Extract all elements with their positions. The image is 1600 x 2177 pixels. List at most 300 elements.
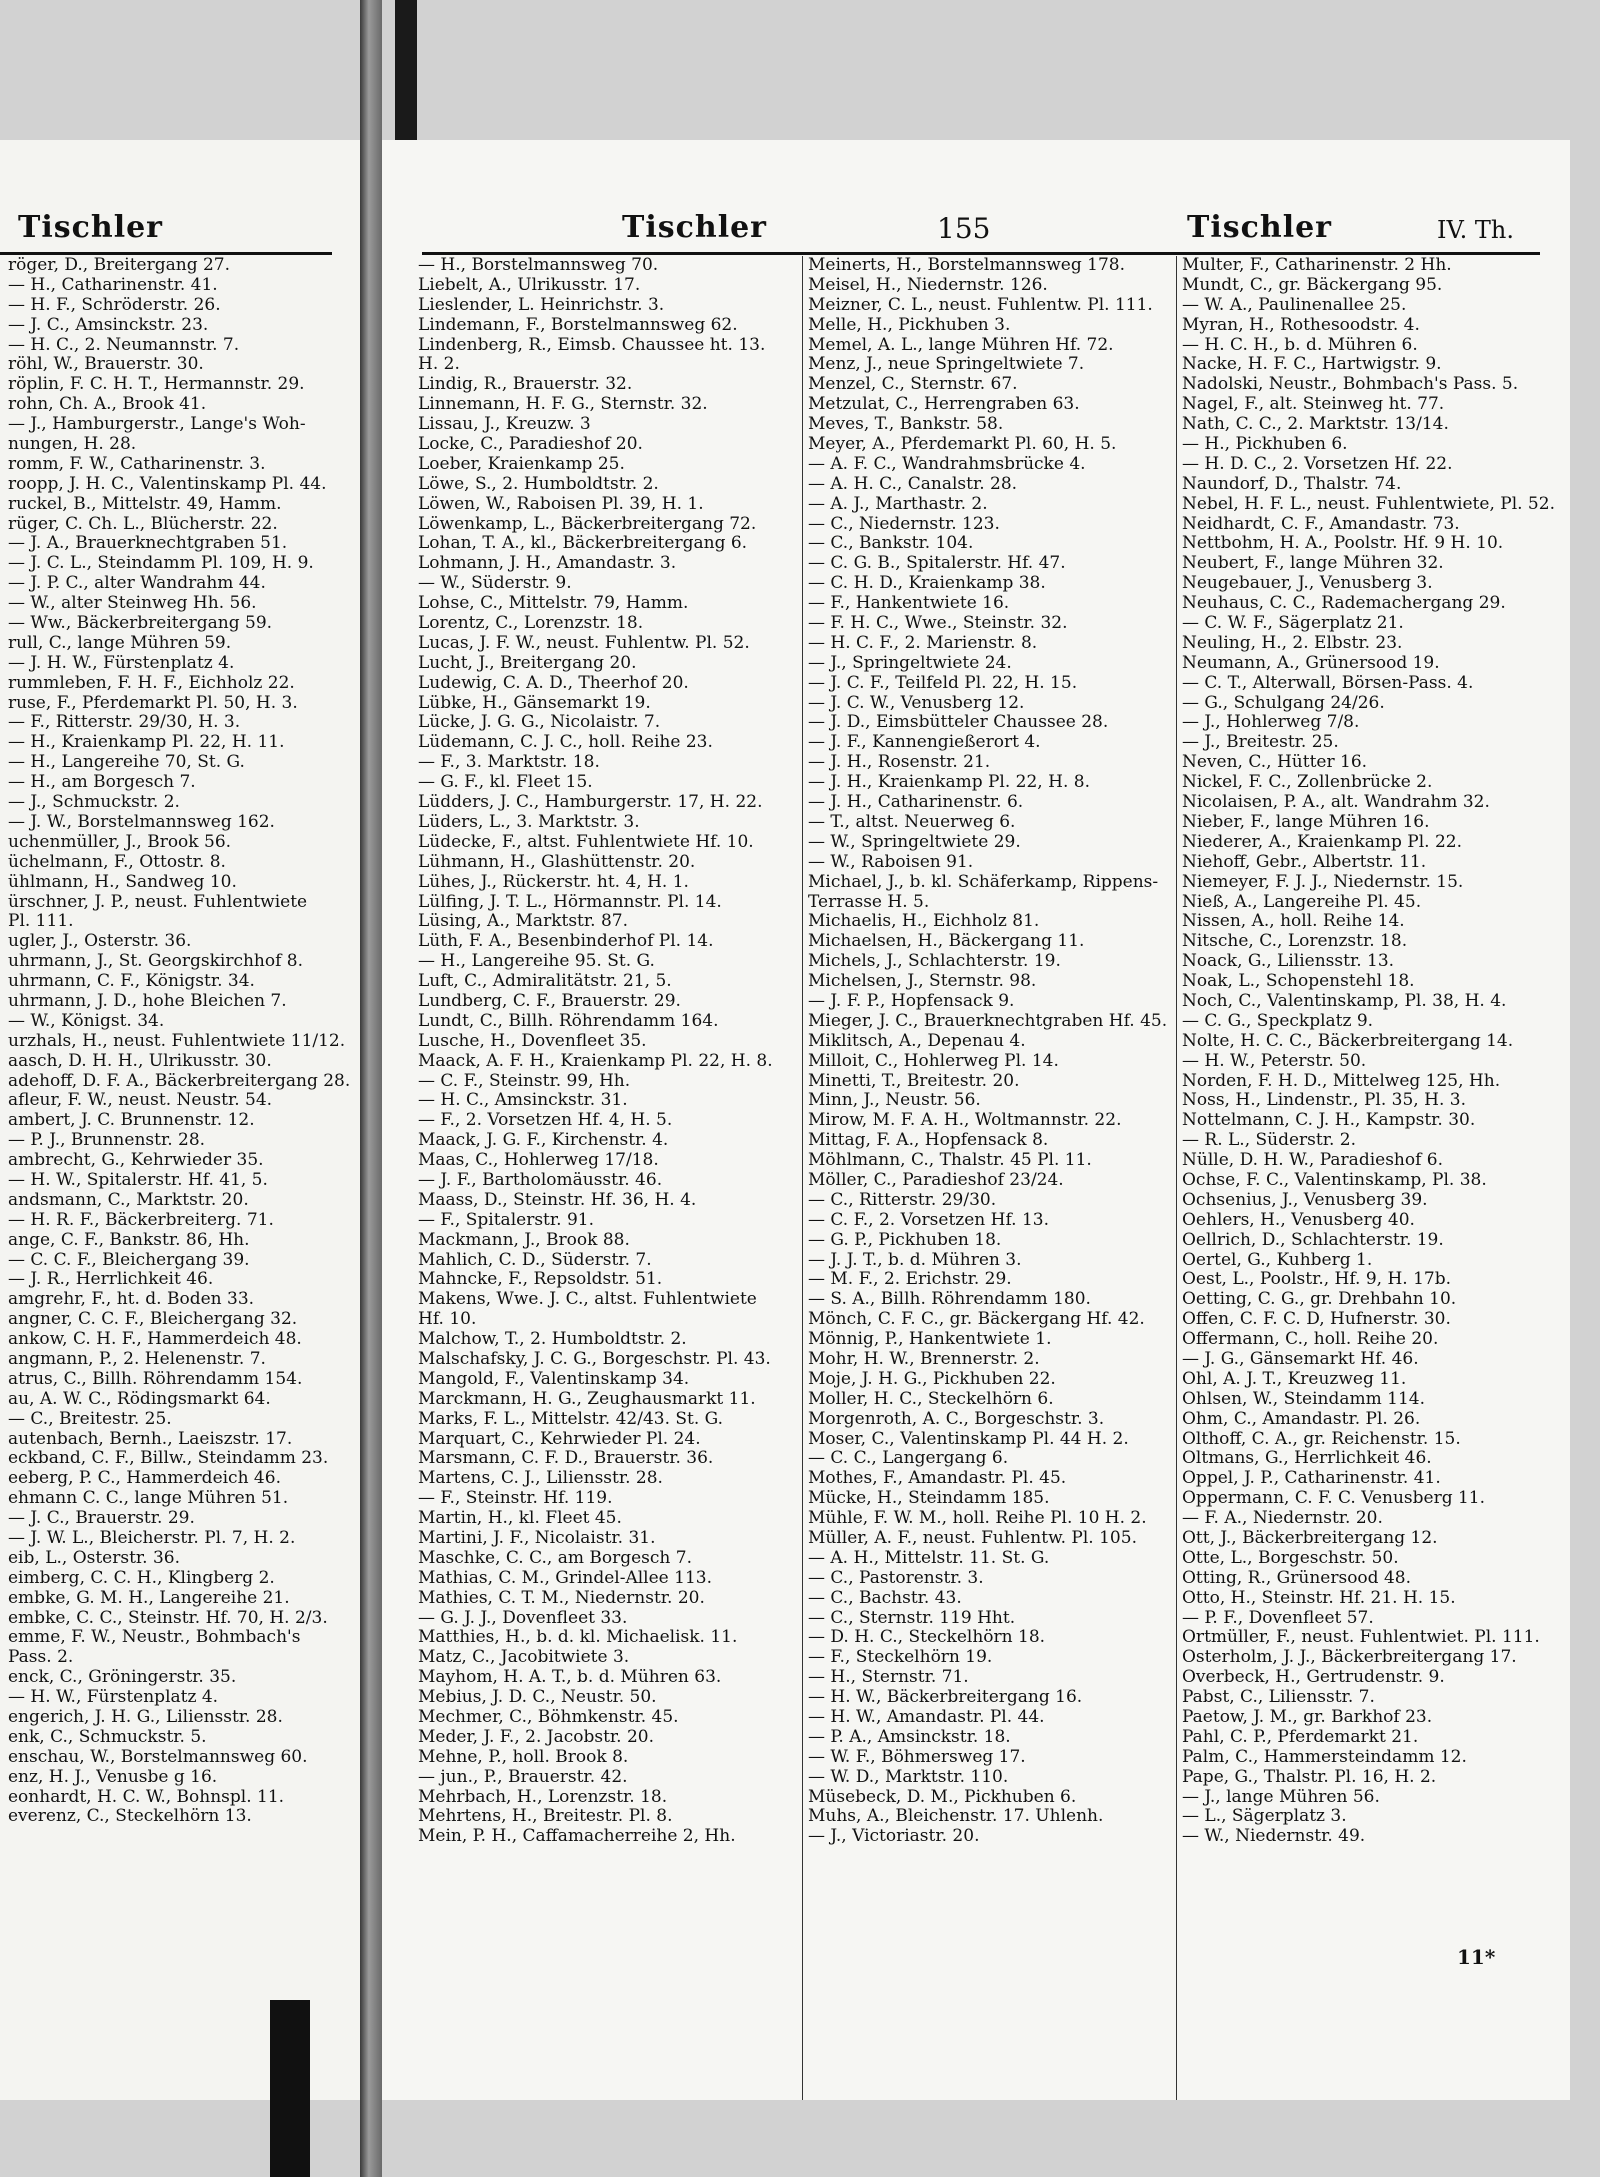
directory-entry: amgrehr, F., ht. d. Boden 33.	[8, 1289, 255, 1310]
directory-entry: — H., Langereihe 95. St. G.	[418, 951, 655, 972]
directory-entry: Michaelis, H., Eichholz 81.	[808, 911, 1040, 932]
directory-entry: üchelmann, F., Ottostr. 8.	[8, 851, 226, 872]
directory-entry: Lorentz, C., Lorenzstr. 18.	[418, 613, 644, 634]
directory-entry: Miklitsch, A., Depenau 4.	[808, 1030, 1026, 1051]
directory-entry: eimberg, C. C. H., Klingberg 2.	[8, 1567, 275, 1588]
directory-entry: Nickel, F. C., Zollenbrücke 2.	[1182, 772, 1433, 793]
directory-entry: Maass, D., Steinstr. Hf. 36, H. 4.	[418, 1189, 697, 1210]
directory-entry: — W., Niedernstr. 49.	[1182, 1826, 1366, 1847]
directory-entry: Michels, J., Schlachterstr. 19.	[808, 951, 1061, 972]
middle-column	[418, 256, 798, 1847]
directory-entry: — C., Bachstr. 43.	[808, 1587, 962, 1608]
directory-entry: uchenmüller, J., Brook 56.	[8, 831, 232, 852]
directory-entry: Lusche, H., Dovenfleet 35.	[418, 1030, 647, 1051]
directory-entry: — H. C., Amsinckstr. 31.	[418, 1090, 628, 1111]
directory-entry: ehmann C. C., lange Mühren 51.	[8, 1488, 289, 1509]
directory-entry: Müller, A. F., neust. Fuhlentw. Pl. 105.	[808, 1528, 1137, 1548]
directory-entry: rull, C., lange Mühren 59.	[8, 632, 232, 653]
directory-entry: Otto, H., Steinstr. Hf. 21. H. 15.	[1182, 1587, 1456, 1608]
directory-entry: Nolte, H. C. C., Bäckerbreitergang 14.	[1182, 1030, 1514, 1051]
directory-entry: Loeber, Kraienkamp 25.	[418, 453, 625, 474]
directory-entry: Mebius, J. D. C., Neustr. 50.	[418, 1687, 657, 1708]
directory-entry: — F., Ritterstr. 29/30, H. 3.	[8, 712, 241, 733]
page-number: 155	[937, 212, 991, 245]
directory-entry: — H., Borstelmannsweg 70.	[418, 256, 659, 275]
directory-entry: — G. J. J., Dovenfleet 33.	[418, 1607, 628, 1628]
directory-entry: enck, C., Gröningerstr. 35.	[8, 1667, 237, 1688]
directory-entry: Nitsche, C., Lorenzstr. 18.	[1182, 931, 1408, 952]
directory-entry: — J. G., Gänsemarkt Hf. 46.	[1182, 1348, 1419, 1369]
directory-entry: — S. A., Billh. Röhrendamm 180.	[808, 1289, 1091, 1310]
directory-entry: Oltmans, G., Herrlichkeit 46.	[1182, 1448, 1432, 1469]
directory-entry: Overbeck, H., Gertrudenstr. 9.	[1182, 1667, 1445, 1688]
column-divider-2	[1176, 256, 1177, 2100]
directory-entry: — H. R. F., Bäckerbreiterg. 71.	[8, 1209, 274, 1230]
left-header-rule	[0, 252, 332, 255]
directory-entry: Marquart, C., Kehrwieder Pl. 24.	[418, 1428, 701, 1449]
directory-entry: Oppel, J. P., Catharinenstr. 41.	[1182, 1468, 1441, 1489]
directory-entry: eonhardt, H. C. W., Bohnspl. 11.	[8, 1786, 285, 1807]
directory-entry: — H. W., Fürstenplatz 4.	[8, 1687, 219, 1708]
directory-entry: atrus, C., Billh. Röhrendamm 154.	[8, 1368, 303, 1389]
directory-entry: Nebel, H. F. L., neust. Fuhlentwiete, Pl. 52.	[1182, 493, 1555, 514]
directory-entry: — C., Breitestr. 25.	[8, 1408, 172, 1429]
directory-entry: Mittag, F. A., Hopfensack 8.	[808, 1130, 1049, 1151]
directory-entry: — H., Sternstr. 71.	[808, 1667, 969, 1688]
directory-entry: Mühle, F. W. M., holl. Reihe Pl. 10 H. 2.	[808, 1508, 1147, 1529]
binding-shadow-top	[395, 0, 417, 160]
directory-entry: — J. H., Catharinenstr. 6.	[808, 792, 1024, 813]
directory-entry: — H. W., Spitalerstr. Hf. 41, 5.	[8, 1169, 268, 1190]
directory-entry: — A. H. C., Canalstr. 28.	[808, 473, 1018, 494]
right-center-column	[786, 256, 1192, 1847]
directory-entry: Memel, A. L., lange Mühren Hf. 72.	[808, 334, 1114, 355]
directory-entry: Mundt, C., gr. Bäckergang 95.	[1182, 274, 1443, 295]
directory-entry: Nissen, A., holl. Reihe 14.	[1182, 911, 1405, 932]
directory-entry: Nagel, F., alt. Steinweg ht. 77.	[1182, 394, 1445, 415]
directory-entry: Noack, G., Liliensstr. 13.	[1182, 951, 1395, 972]
directory-entry: Mohr, H. W., Brennerstr. 2.	[808, 1348, 1040, 1369]
directory-entry: Ohl, A. J. T., Kreuzweg 11.	[1182, 1368, 1407, 1389]
directory-entry: — J. J. T., b. d. Mühren 3.	[808, 1249, 1022, 1270]
directory-entry: Terrasse H. 5.	[808, 891, 930, 912]
directory-entry: Mehne, P., holl. Brook 8.	[418, 1746, 629, 1767]
directory-entry: — C. F., Steinstr. 99, Hh.	[418, 1070, 631, 1091]
directory-entry: Oehlers, H., Venusberg 40.	[1182, 1209, 1415, 1230]
directory-entry: — G. P., Pickhuben 18.	[808, 1229, 1002, 1250]
directory-entry: — P. A., Amsinckstr. 18.	[808, 1726, 1011, 1747]
directory-entry: — H. C. F., 2. Marienstr. 8.	[808, 632, 1038, 653]
directory-entry: Myran, H., Rothesoodstr. 4.	[1182, 314, 1420, 335]
directory-entry: Lundberg, C. F., Brauerstr. 29.	[418, 990, 681, 1011]
directory-entry: — H. D. C., 2. Vorsetzen Hf. 22.	[1182, 453, 1453, 474]
directory-entry: Mieger, J. C., Brauerknechtgraben Hf. 45.	[808, 1010, 1168, 1031]
directory-entry: — R. L., Süderstr. 2.	[1182, 1130, 1357, 1151]
directory-entry: — J. H. W., Fürstenplatz 4.	[8, 652, 235, 673]
directory-entry: enschau, W., Borstelmannsweg 60.	[8, 1746, 308, 1767]
directory-entry: — W., Süderstr. 9.	[418, 573, 572, 594]
directory-entry: — J. F., Bartholomäusstr. 46.	[418, 1169, 663, 1190]
directory-entry: Lüth, F. A., Besenbinderhof Pl. 14.	[418, 931, 714, 952]
directory-entry: Löwe, S., 2. Humboldtstr. 2.	[418, 473, 659, 494]
directory-entry: — J. C. F., Teilfeld Pl. 22, H. 15.	[808, 672, 1078, 693]
directory-entry: Offermann, C., holl. Reihe 20.	[1182, 1329, 1439, 1350]
directory-entry: Melle, H., Pickhuben 3.	[808, 314, 1011, 335]
directory-entry: Pape, G., Thalstr. Pl. 16, H. 2.	[1182, 1766, 1437, 1787]
directory-entry: Neuhaus, C. C., Rademachergang 29.	[1182, 593, 1506, 614]
directory-entry: emme, F. W., Neustr., Bohmbach's	[8, 1627, 301, 1648]
directory-entry: andsmann, C., Marktstr. 20.	[8, 1189, 249, 1210]
right-column	[1182, 256, 1564, 1847]
directory-entry: — H., Pickhuben 6.	[1182, 434, 1348, 455]
directory-entry: Lindenberg, R., Eimsb. Chaussee ht. 13.	[418, 334, 766, 355]
directory-entry: ambert, J. C. Brunnenstr. 12.	[8, 1110, 255, 1131]
directory-entry: Mirow, M. F. A. H., Woltmannstr. 22.	[808, 1110, 1122, 1131]
directory-entry: rüger, C. Ch. L., Blücherstr. 22.	[8, 513, 278, 534]
directory-entry: Lindemann, F., Borstelmannsweg 62.	[418, 314, 738, 335]
directory-entry: Nettbohm, H. A., Poolstr. Hf. 9 H. 10.	[1182, 533, 1504, 554]
directory-entry: ange, C. F., Bankstr. 86, Hh.	[8, 1229, 250, 1250]
directory-entry: Oest, L., Poolstr., Hf. 9, H. 17b.	[1182, 1269, 1452, 1290]
directory-entry: Oertel, G., Kuhberg 1.	[1182, 1249, 1373, 1270]
directory-entry: Minetti, T., Breitestr. 20.	[808, 1070, 1020, 1091]
directory-entry: — F., 2. Vorsetzen Hf. 4, H. 5.	[418, 1110, 673, 1131]
directory-entry: Mahncke, F., Repsoldstr. 51.	[418, 1269, 663, 1290]
directory-entry: Maack, J. G. F., Kirchenstr. 4.	[418, 1130, 669, 1151]
directory-entry: — H. F., Schröderstr. 26.	[8, 294, 221, 315]
directory-entry: ürschner, J. P., neust. Fuhlentwiete	[8, 891, 308, 912]
directory-entry: Nicolaisen, P. A., alt. Wandrahm 32.	[1182, 792, 1490, 813]
directory-entry: — J. A., Brauerknechtgraben 51.	[8, 533, 288, 554]
left-column	[8, 256, 353, 1827]
directory-entry: Mechmer, C., Böhmkenstr. 45.	[418, 1707, 679, 1728]
directory-entry: Malchow, T., 2. Humboldtstr. 2.	[418, 1329, 687, 1350]
directory-entry: Meinerts, H., Borstelmannsweg 178.	[808, 256, 1125, 275]
directory-entry: Löwen, W., Raboisen Pl. 39, H. 1.	[418, 493, 704, 514]
right-header-rule	[422, 252, 1540, 255]
directory-entry: — J. C., Brauerstr. 29.	[8, 1508, 195, 1529]
directory-entry: Mayhom, H. A. T., b. d. Mühren 63.	[418, 1667, 722, 1688]
directory-entry: Nülle, D. H. W., Paradieshof 6.	[1182, 1150, 1444, 1171]
directory-entry: Mothes, F., Amandastr. Pl. 45.	[808, 1468, 1067, 1489]
directory-entry: röplin, F. C. H. T., Hermannstr. 29.	[8, 374, 305, 395]
directory-entry: Nottelmann, C. J. H., Kampstr. 30.	[1182, 1110, 1476, 1131]
directory-entry: uhrmann, C. F., Königstr. 34.	[8, 971, 255, 992]
directory-entry: Meves, T., Bankstr. 58.	[808, 414, 1004, 435]
directory-entry: roopp, J. H. C., Valentinskamp Pl. 44.	[8, 473, 327, 494]
directory-entry: Linnemann, H. F. G., Sternstr. 32.	[418, 394, 708, 415]
directory-entry: röhl, W., Brauerstr. 30.	[8, 354, 204, 375]
directory-entry: Noch, C., Valentinskamp, Pl. 38, H. 4.	[1182, 990, 1507, 1011]
directory-entry: — W. A., Paulinenallee 25.	[1182, 294, 1407, 315]
directory-entry: Neubert, F., lange Mühren 32.	[1182, 553, 1444, 574]
directory-entry: — H., Langereihe 70, St. G.	[8, 752, 245, 773]
directory-entry: — H., am Borgesch 7.	[8, 772, 196, 793]
directory-entry: ruckel, B., Mittelstr. 49, Hamm.	[8, 493, 282, 514]
directory-entry: Moje, J. H. G., Pickhuben 22.	[808, 1368, 1056, 1389]
directory-entry: aasch, D. H. H., Ulrikusstr. 30.	[8, 1050, 272, 1071]
directory-entry: Mehrtens, H., Breitestr. Pl. 8.	[418, 1806, 673, 1827]
directory-entry: Martens, C. J., Liliensstr. 28.	[418, 1468, 663, 1489]
directory-entry: — J. D., Eimsbütteler Chaussee 28.	[808, 712, 1109, 733]
directory-entry: — C., Sternstr. 119 Hht.	[808, 1607, 1016, 1628]
directory-entry: Pl. 111.	[8, 911, 74, 932]
directory-entry: — C. C. F., Bleichergang 39.	[8, 1249, 250, 1270]
directory-entry: — J., Schmuckstr. 2.	[8, 792, 180, 813]
directory-entry: — J. F., Kannengießerort 4.	[808, 732, 1041, 753]
directory-entry: Neuling, H., 2. Elbstr. 23.	[1182, 632, 1403, 653]
directory-entry: Pahl, C. P., Pferdemarkt 21.	[1182, 1726, 1419, 1747]
directory-entry: — W., alter Steinweg Hh. 56.	[8, 593, 257, 614]
directory-entry: — C. H. D., Kraienkamp 38.	[808, 573, 1046, 594]
directory-entry: Lindig, R., Brauerstr. 32.	[418, 374, 633, 395]
directory-entry: Marckmann, H. G., Zeughausmarkt 11.	[418, 1388, 756, 1409]
directory-entry: Olthoff, C. A., gr. Reichenstr. 15.	[1182, 1428, 1461, 1449]
directory-entry: Marks, F. L., Mittelstr. 42/43. St. G.	[418, 1408, 724, 1429]
directory-entry: Neven, C., Hütter 16.	[1182, 752, 1368, 773]
directory-entry: Niehoff, Gebr., Albertstr. 11.	[1182, 851, 1427, 872]
directory-entry: Mackmann, J., Brook 88.	[418, 1229, 630, 1250]
binding-shadow-bottom	[270, 2000, 310, 2177]
directory-entry: Marsmann, C. F. D., Brauerstr. 36.	[418, 1448, 714, 1469]
directory-entry: — C. T., Alterwall, Börsen-Pass. 4.	[1182, 672, 1474, 693]
directory-entry: adehoff, D. F. A., Bäckerbreitergang 28.	[8, 1070, 351, 1091]
directory-entry: Lohse, C., Mittelstr. 79, Hamm.	[418, 593, 689, 614]
directory-entry: Hf. 10.	[418, 1309, 477, 1330]
directory-entry: — P. J., Brunnenstr. 28.	[8, 1130, 206, 1151]
directory-entry: Meisel, H., Niedernstr. 126.	[808, 274, 1048, 295]
directory-entry: Matz, C., Jacobitwiete 3.	[418, 1647, 630, 1668]
directory-entry: Milloit, C., Hohlerweg Pl. 14.	[808, 1050, 1059, 1071]
directory-entry: eckband, C. F., Billw., Steindamm 23.	[8, 1448, 329, 1469]
directory-entry: Mönnig, P., Hankentwiete 1.	[808, 1329, 1052, 1350]
directory-entry: — jun., P., Brauerstr. 42.	[418, 1766, 628, 1787]
page-header-right: Tischler	[1187, 210, 1332, 245]
directory-entry: Mehrbach, H., Lorenzstr. 18.	[418, 1786, 668, 1807]
directory-entry: Meizner, C. L., neust. Fuhlentw. Pl. 111.	[808, 294, 1153, 315]
left-page-header: Tischler	[18, 210, 163, 245]
directory-entry: Michael, J., b. kl. Schäferkamp, Rippens-	[808, 871, 1159, 892]
directory-entry: Maack, A. F. H., Kraienkamp Pl. 22, H. 8.	[418, 1050, 773, 1071]
directory-entry: — G. F., kl. Fleet 15.	[418, 772, 593, 793]
directory-entry: Moller, H. C., Steckelhörn 6.	[808, 1388, 1054, 1409]
directory-entry: Otte, L., Borgeschstr. 50.	[1182, 1547, 1399, 1568]
directory-entry: Osterholm, J. J., Bäckerbreitergang 17.	[1182, 1647, 1517, 1668]
directory-entry: embke, C. C., Steinstr. Hf. 70, H. 2/3.	[8, 1607, 328, 1628]
directory-entry: — H. W., Bäckerbreitergang 16.	[808, 1687, 1083, 1708]
directory-entry: — J. H., Kraienkamp Pl. 22, H. 8.	[808, 772, 1090, 793]
directory-entry: enz, H. J., Venusbe g 16.	[8, 1766, 218, 1787]
directory-entry: Möller, C., Paradieshof 23/24.	[808, 1169, 1064, 1190]
directory-entry: Ott, J., Bäckerbreitergang 12.	[1182, 1528, 1438, 1548]
directory-entry: Michelsen, J., Sternstr. 98.	[808, 971, 1037, 992]
directory-entry: rohn, Ch. A., Brook 41.	[8, 394, 207, 415]
directory-entry: — M. F., 2. Erichstr. 29.	[808, 1269, 1012, 1290]
directory-entry: afleur, F. W., neust. Neustr. 54.	[8, 1090, 273, 1111]
directory-entry: Pass. 2.	[8, 1647, 74, 1668]
directory-entry: — T., altst. Neuerweg 6.	[808, 811, 1016, 832]
directory-entry: Menz, J., neue Springeltwiete 7.	[808, 354, 1085, 375]
directory-entry: angner, C. C. F., Bleichergang 32.	[8, 1309, 298, 1330]
directory-entry: Nath, C. C., 2. Marktstr. 13/14.	[1182, 414, 1449, 435]
directory-entry: Mathies, C. T. M., Niedernstr. 20.	[418, 1587, 705, 1608]
directory-entry: Pabst, C., Liliensstr. 7.	[1182, 1687, 1375, 1708]
directory-entry: — J., lange Mühren 56.	[1182, 1786, 1380, 1807]
directory-entry: everenz, C., Steckelhörn 13.	[8, 1806, 252, 1827]
right-page	[382, 140, 1570, 2100]
directory-entry: — C., Pastorenstr. 3.	[808, 1567, 984, 1588]
directory-entry: ruse, F., Pferdemarkt Pl. 50, H. 3.	[8, 692, 298, 713]
directory-entry: Meder, J. F., 2. Jacobstr. 20.	[418, 1726, 655, 1747]
directory-entry: — W., Königst. 34.	[8, 1010, 165, 1031]
directory-entry: — F., Steinstr. Hf. 119.	[418, 1488, 613, 1509]
directory-entry: — C. W. F., Sägerplatz 21.	[1182, 613, 1404, 634]
directory-entry: — C., Ritterstr. 29/30.	[808, 1189, 997, 1210]
directory-entry: uhrmann, J. D., hohe Bleichen 7.	[8, 990, 287, 1011]
left-page	[0, 140, 360, 2100]
directory-entry: ugler, J., Osterstr. 36.	[8, 931, 192, 952]
directory-entry: Ortmüller, F., neust. Fuhlentwiet. Pl. 111.	[1182, 1627, 1540, 1648]
directory-entry: — J. F. P., Hopfensack 9.	[808, 990, 1015, 1011]
directory-entry: eeberg, P. C., Hammerdeich 46.	[8, 1468, 281, 1489]
directory-entry: nungen, H. 28.	[8, 434, 137, 455]
directory-entry: Neugebauer, J., Venusberg 3.	[1182, 573, 1433, 594]
directory-entry: — F. H. C., Wwe., Steinstr. 32.	[808, 613, 1068, 634]
directory-entry: Neumann, A., Grünersood 19.	[1182, 652, 1440, 673]
directory-entry: Ohm, C., Amandastr. Pl. 26.	[1182, 1408, 1421, 1429]
directory-entry: — F., Spitalerstr. 91.	[418, 1209, 594, 1230]
directory-entry: Möhlmann, C., Thalstr. 45 Pl. 11.	[808, 1150, 1092, 1171]
directory-entry: — H., Kraienkamp Pl. 22, H. 11.	[8, 732, 285, 753]
directory-entry: Löwenkamp, L., Bäckerbreitergang 72.	[418, 513, 757, 534]
directory-entry: Michaelsen, H., Bäckergang 11.	[808, 931, 1085, 952]
directory-entry: enk, C., Schmuckstr. 5.	[8, 1726, 207, 1747]
directory-entry: — J., Victoriastr. 20.	[808, 1826, 980, 1847]
directory-entry: Nieber, F., lange Mühren 16.	[1182, 811, 1430, 832]
directory-entry: Martini, J. F., Nicolaistr. 31.	[418, 1528, 656, 1548]
directory-entry: — Ww., Bäckerbreitergang 59.	[8, 613, 273, 634]
directory-entry: Oppermann, C. F. C. Venusberg 11.	[1182, 1488, 1486, 1509]
directory-entry: Maschke, C. C., am Borgesch 7.	[418, 1547, 693, 1568]
directory-entry: Lübke, H., Gänsemarkt 19.	[418, 692, 651, 713]
directory-entry: H. 2.	[418, 354, 460, 375]
directory-entry: — H. C., 2. Neumannstr. 7.	[8, 334, 240, 355]
directory-entry: — J. C., Amsinckstr. 23.	[8, 314, 209, 335]
directory-entry: Ochsenius, J., Venusberg 39.	[1182, 1189, 1428, 1210]
directory-entry: — J. C. L., Steindamm Pl. 109, H. 9.	[8, 553, 314, 574]
directory-entry: Lohmann, J. H., Amandastr. 3.	[418, 553, 677, 574]
directory-entry: — P. F., Dovenfleet 57.	[1182, 1607, 1374, 1628]
directory-entry: Lülfing, J. T. L., Hörmannstr. Pl. 14.	[418, 891, 722, 912]
directory-entry: — W., Springeltwiete 29.	[808, 831, 1021, 852]
directory-entry: — H. W., Peterstr. 50.	[1182, 1050, 1367, 1071]
directory-entry: Nacke, H. F. C., Hartwigstr. 9.	[1182, 354, 1442, 375]
directory-entry: Luft, C., Admiralitätstr. 21, 5.	[418, 971, 672, 992]
directory-entry: — J., Springeltwiete 24.	[808, 652, 1012, 673]
directory-entry: — A. J., Marthastr. 2.	[808, 493, 988, 514]
directory-entry: Lundt, C., Billh. Röhrendamm 164.	[418, 1010, 719, 1031]
directory-entry: — W., Raboisen 91.	[808, 851, 974, 872]
directory-entry: Otting, R., Grünersood 48.	[1182, 1567, 1411, 1588]
directory-entry: Mein, P. H., Caffamacherreihe 2, Hh.	[418, 1826, 736, 1847]
directory-entry: romm, F. W., Catharinenstr. 3.	[8, 453, 266, 474]
directory-entry: ambrecht, G., Kehrwieder 35.	[8, 1150, 264, 1171]
directory-entry: uhrmann, J., St. Georgskirchhof 8.	[8, 951, 304, 972]
directory-entry: Lüdders, J. C., Hamburgerstr. 17, H. 22.	[418, 792, 763, 813]
signature-mark: 11*	[1457, 1945, 1496, 1969]
directory-entry: — F., Hankentwiete 16.	[808, 593, 1010, 614]
directory-entry: — F., 3. Marktstr. 18.	[418, 752, 600, 773]
directory-entry: Lüsing, A., Marktstr. 87.	[418, 911, 628, 932]
directory-entry: Lühmann, H., Glashüttenstr. 20.	[418, 851, 696, 872]
directory-entry: Ludewig, C. A. D., Theerhof 20.	[418, 672, 689, 693]
directory-entry: — C., Bankstr. 104.	[808, 533, 974, 554]
directory-entry: Niemeyer, F. J. J., Niedernstr. 15.	[1182, 871, 1464, 892]
directory-entry: Lucht, J., Breitergang 20.	[418, 652, 637, 673]
directory-entry: — J. H., Rosenstr. 21.	[808, 752, 991, 773]
directory-entry: Menzel, C., Sternstr. 67.	[808, 374, 1018, 395]
directory-entry: Oetting, C. G., gr. Drehbahn 10.	[1182, 1289, 1457, 1310]
directory-entry: Naundorf, D., Thalstr. 74.	[1182, 473, 1402, 494]
directory-entry: Ochse, F. C., Valentinskamp, Pl. 38.	[1182, 1169, 1487, 1190]
directory-entry: — J., Hamburgerstr., Lange's Woh-	[8, 414, 306, 435]
directory-entry: Paetow, J. M., gr. Barkhof 23.	[1182, 1707, 1433, 1728]
directory-entry: — J. C. W., Venusberg 12.	[808, 692, 1025, 713]
directory-entry: Muhs, A., Bleichenstr. 17. Uhlenh.	[808, 1806, 1104, 1827]
directory-entry: — L., Sägerplatz 3.	[1182, 1806, 1347, 1827]
directory-entry: — H. C. H., b. d. Mühren 6.	[1182, 334, 1418, 355]
directory-entry: urzhals, H., neust. Fuhlentwiete 11/12.	[8, 1030, 346, 1051]
directory-entry: angmann, P., 2. Helenenstr. 7.	[8, 1348, 266, 1369]
directory-entry: — F., Steckelhörn 19.	[808, 1647, 993, 1668]
directory-entry: engerich, J. H. G., Liliensstr. 28.	[8, 1707, 283, 1728]
directory-entry: Lüdecke, F., altst. Fuhlentwiete Hf. 10.	[418, 831, 754, 852]
directory-entry: autenbach, Bernh., Laeiszstr. 17.	[8, 1428, 293, 1449]
directory-entry: — C. G., Speckplatz 9.	[1182, 1010, 1374, 1031]
page-header-center: Tischler	[622, 210, 767, 245]
directory-entry: Müsebeck, D. M., Pickhuben 6.	[808, 1786, 1077, 1807]
directory-entry: — J., Hohlerweg 7/8.	[1182, 712, 1360, 733]
directory-entry: Mangold, F., Valentinskamp 34.	[418, 1368, 690, 1389]
directory-entry: Malschafsky, J. C. G., Borgeschstr. Pl. 43.	[418, 1348, 771, 1369]
directory-entry: Niederer, A., Kraienkamp Pl. 22.	[1182, 831, 1463, 852]
directory-entry: eib, L., Osterstr. 36.	[8, 1547, 181, 1568]
directory-entry: — J. W. L., Bleicherstr. Pl. 7, H. 2.	[8, 1528, 296, 1548]
directory-entry: — W. F., Böhmersweg 17.	[808, 1746, 1026, 1767]
directory-entry: — J. P. C., alter Wandrahm 44.	[8, 573, 266, 594]
directory-entry: Matthies, H., b. d. kl. Michaelisk. 11.	[418, 1627, 738, 1648]
directory-entry: — C. C., Langergang 6.	[808, 1448, 1009, 1469]
directory-entry: Palm, C., Hammersteindamm 12.	[1182, 1746, 1467, 1767]
section-label: IV. Th.	[1437, 216, 1514, 244]
directory-entry: Locke, C., Paradieshof 20.	[418, 434, 643, 455]
directory-entry: Oellrich, D., Schlachterstr. 19.	[1182, 1229, 1444, 1250]
directory-entry: Noss, H., Lindenstr., Pl. 35, H. 3.	[1182, 1090, 1466, 1111]
directory-entry: — A. H., Mittelstr. 11. St. G.	[808, 1547, 1050, 1568]
directory-entry: — H., Catharinenstr. 41.	[8, 274, 218, 295]
directory-entry: — C. F., 2. Vorsetzen Hf. 13.	[808, 1209, 1050, 1230]
directory-entry: ühlmann, H., Sandweg 10.	[8, 871, 237, 892]
directory-entry: Lohan, T. A., kl., Bäckerbreitergang 6.	[418, 533, 748, 554]
directory-entry: Mathias, C. M., Grindel-Allee 113.	[418, 1567, 712, 1588]
directory-entry: Moser, C., Valentinskamp Pl. 44 H. 2.	[808, 1428, 1129, 1449]
directory-entry: Nieß, A., Langereihe Pl. 45.	[1182, 891, 1422, 912]
directory-entry: Lüders, L., 3. Marktstr. 3.	[418, 811, 640, 832]
directory-entry: Noak, L., Schopenstehl 18.	[1182, 971, 1415, 992]
directory-entry: Minn, J., Neustr. 56.	[808, 1090, 981, 1111]
directory-entry: — J. R., Herrlichkeit 46.	[8, 1269, 214, 1290]
directory-entry: Makens, Wwe. J. C., altst. Fuhlentwiete	[418, 1289, 757, 1310]
